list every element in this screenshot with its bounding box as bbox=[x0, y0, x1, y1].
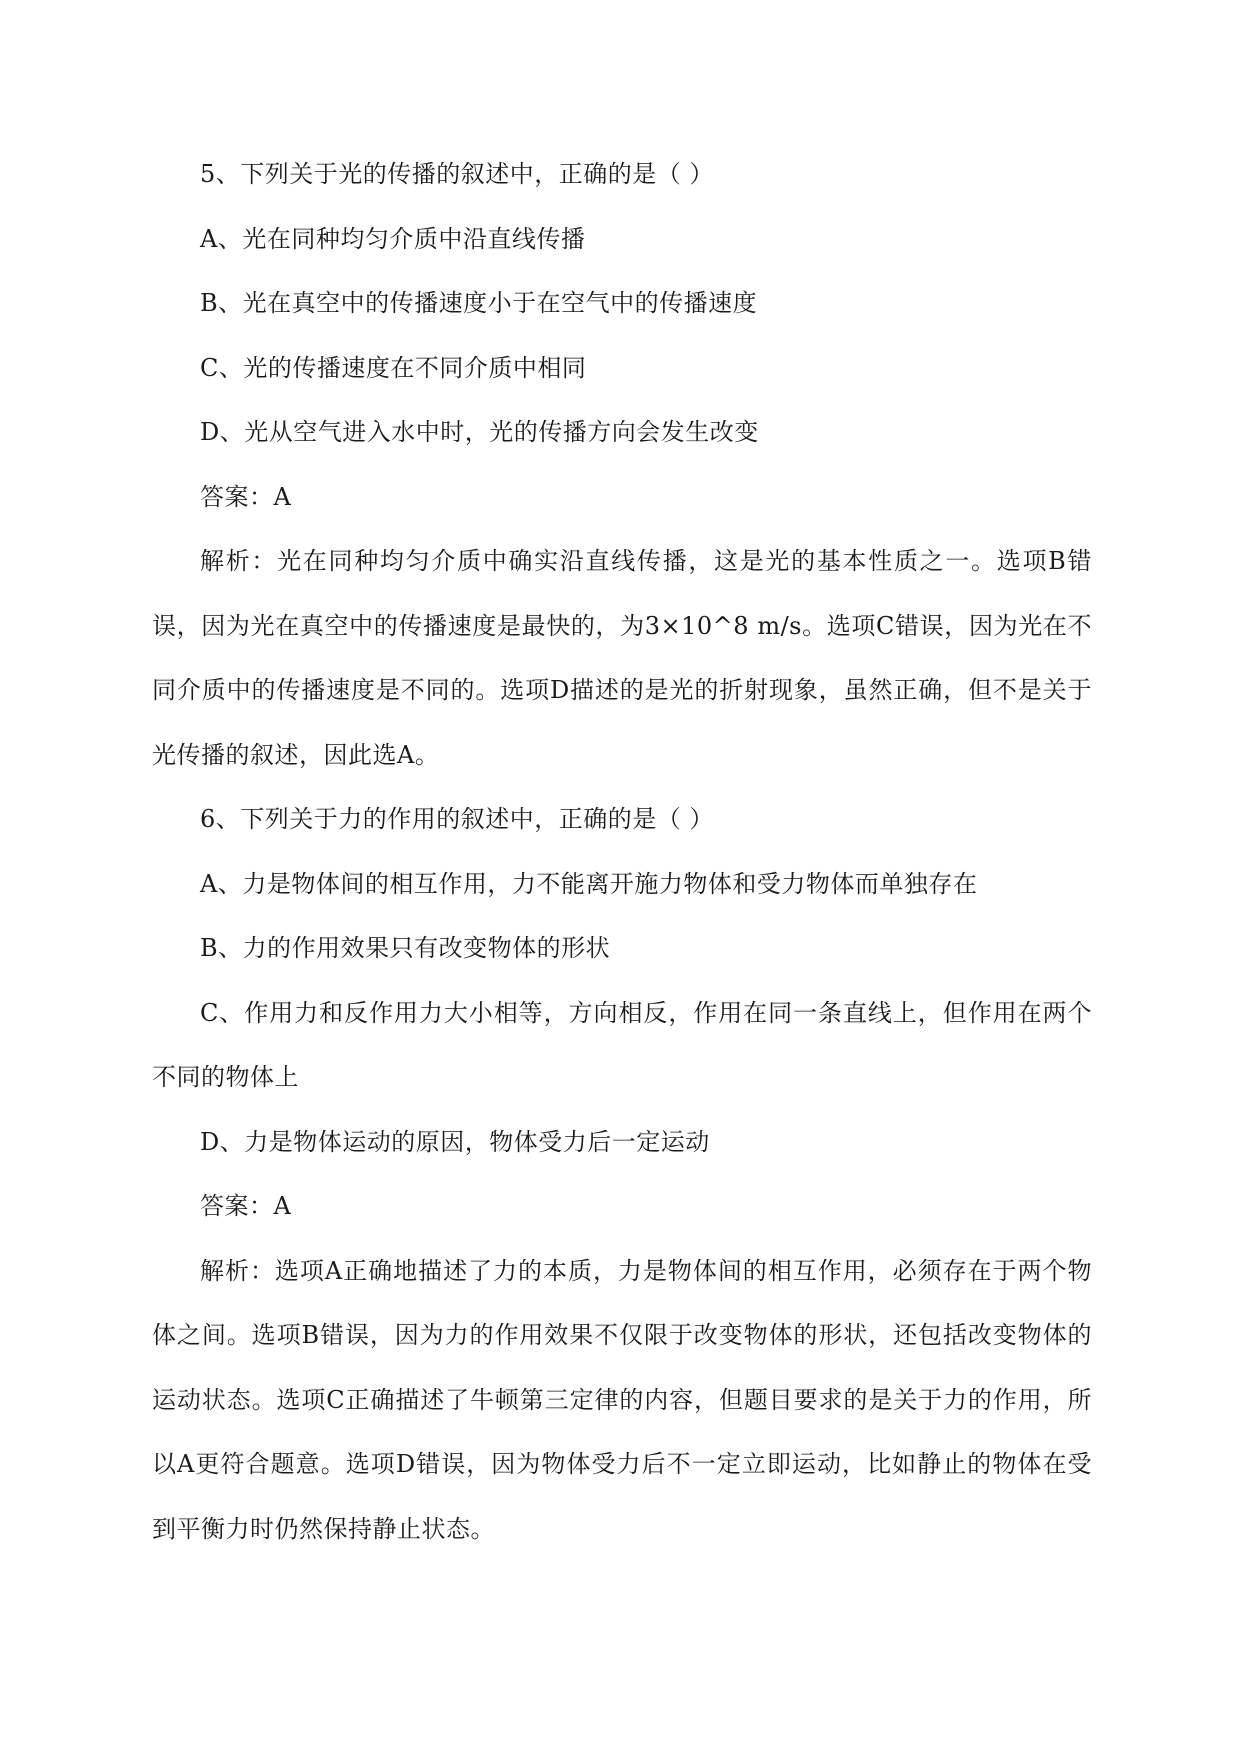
question-6-option-d: D、力是物体运动的原因，物体受力后一定运动 bbox=[200, 1127, 710, 1156]
question-5-analysis: 解析：光在同种均匀介质中确实沿直线传播，这是光的基本性质之一。选项B错误，因为光在真空中的传播速度是最快的，为3×10^8 m/s。选项C错误，因为光在不同介质中的传播速度是不同的。选项D描述的是光的折射现象，虽然正确，但不是关于光传播的叙述，因此选A。 bbox=[152, 547, 1092, 769]
question-6-analysis: 解析：选项A正确地描述了力的本质，力是物体间的相互作用，必须存在于两个物体之间。选项B错误，因为力的作用效果不仅限于改变物体的形状，还包括改变物体的运动状态。选项C正确描述了牛顿第三定律的内容，但题目要求的是关于力的作用，所以A更符合题意。选项D错误，因为物体受力后不一定立即运动，比如静止的物体在受到平衡力时仍然保持静止状态。 bbox=[152, 1256, 1092, 1543]
question-6-option-b: B、力的作用效果只有改变物体的形状 bbox=[200, 934, 611, 962]
question-5-option-b: B、光在真空中的传播速度小于在空气中的传播速度 bbox=[200, 289, 758, 317]
question-6-option-c: C、作用力和反作用力大小相等，方向相反，作用在同一条直线上，但作用在两个不同的物体上 bbox=[152, 998, 1092, 1091]
question-6-option-a: A、力是物体间的相互作用，力不能离开施力物体和受力物体而单独存在 bbox=[200, 869, 978, 898]
question-5-option-d: D、光从空气进入水中时，光的传播方向会发生改变 bbox=[200, 418, 759, 446]
question-5-stem: 5、下列关于光的传播的叙述中，正确的是（ ） bbox=[200, 160, 714, 188]
question-5-option-c: C、光的传播速度在不同介质中相同 bbox=[200, 353, 587, 382]
question-6-answer: 答案：A bbox=[200, 1192, 292, 1220]
question-5-option-a: A、光在同种均匀介质中沿直线传播 bbox=[200, 224, 586, 253]
document-content bbox=[152, 142, 1092, 1561]
question-6-stem: 6、下列关于力的作用的叙述中，正确的是（ ） bbox=[200, 805, 714, 833]
question-5-answer: 答案：A bbox=[200, 482, 292, 511]
